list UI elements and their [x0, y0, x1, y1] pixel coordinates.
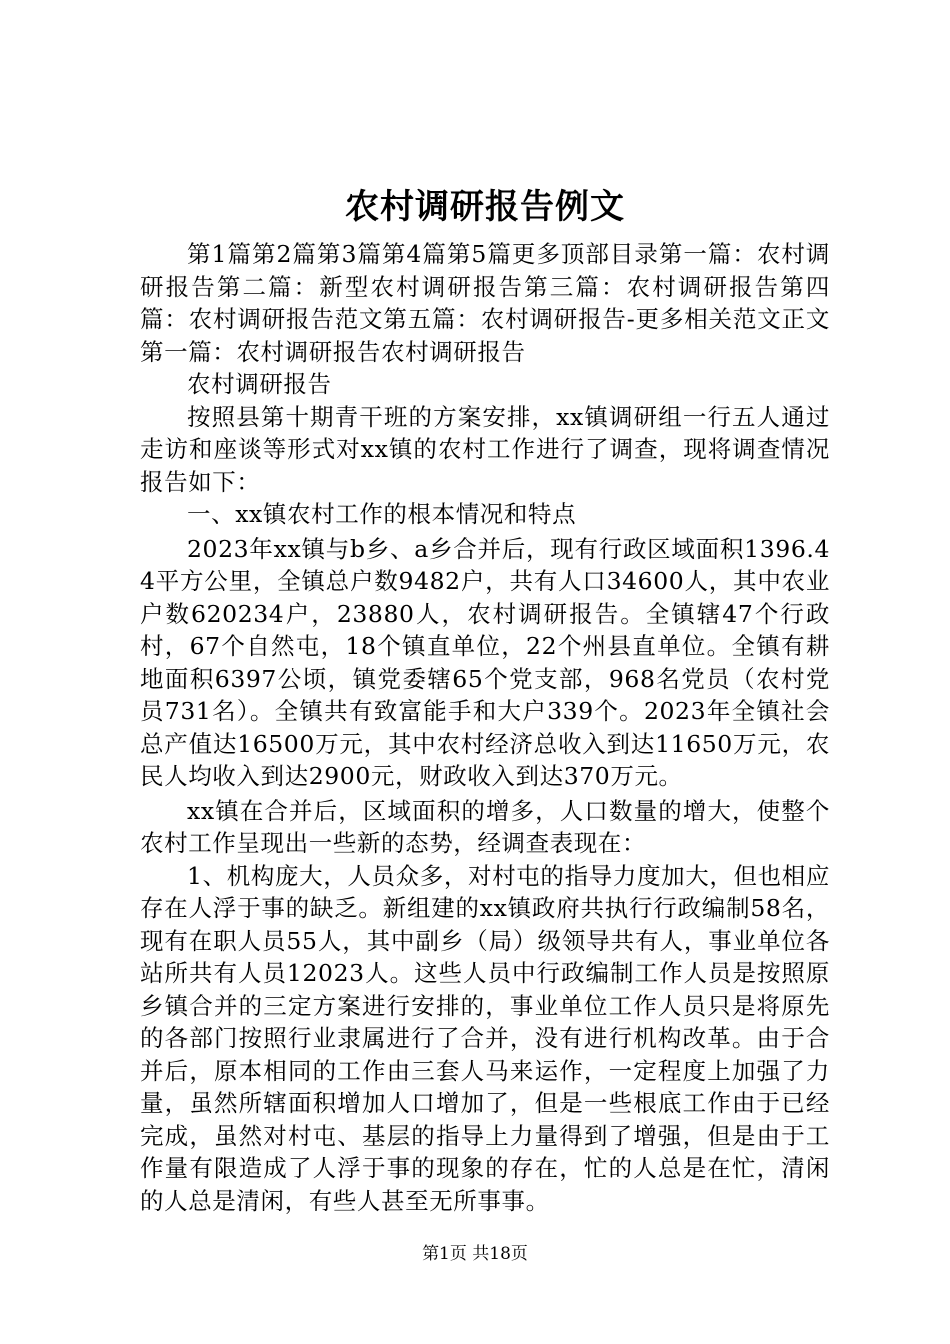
paragraph-intro: 按照县第十期青干班的方案安排，xx镇调研组一行五人通过走访和座谈等形式对xx镇的农村工作进行了调查，现将调查情况报告如下： — [140, 402, 830, 496]
page-indicator: 第1页 共18页 — [422, 1244, 528, 1264]
document-page — [140, 178, 830, 1217]
paragraph-subtitle: 农村调研报告 — [187, 370, 332, 398]
paragraph-point-1: 1、机构庞大，人员众多，对村屯的指导力度加大，但也相应存在人浮于事的缺乏。新组建的xx镇政府共执行行政编制58名，现有在职人员55人，其中副乡（局）级领导共有人，事业单位各站所共有人员12023人。这些人员中行政编制工作人员是按照原乡镇合并的三定方案进行安排的，事业单位工作人员只是将原先的各部门按照行业隶属进行了合并，没有进行机构改革。由于合并后，原本相同的工作由三套人马来运作，一定程度上加强了力量，虽然所辖面积增加人口增加了，但是一些根底工作由于已经完成，虽然对村屯、基层的指导上力量得到了增强，但是由于工作量有限造成了人浮于事的现象的存在，忙的人总是在忙，清闲的人总是清闲，有些人甚至无所事事。 — [140, 861, 830, 1215]
document-title: 农村调研报告例文 — [345, 187, 625, 227]
section-heading: 一、xx镇农村工作的根本情况和特点 — [187, 500, 577, 528]
paragraph-statistics: 2023年xx镇与b乡、a乡合并后，现有行政区域面积1396.44平方公里，全镇总户数9482户，共有人口34600人，其中农业户数620234户，23880人，农村调研报告。全镇辖47个行政村，67个自然屯，18个镇直单位，22个州县直单位。全镇有耕地面积6397公顷，镇党委辖65个党支部，968名党员（农村党员731名）。全镇共有致富能手和大户339个。2023年全镇社会总产值达16500万元，其中农村经济总收入到达11650万元，农民人均收入到达2900元，财政收入到达370万元。 — [140, 534, 830, 790]
paragraph-situation: xx镇在合并后，区域面积的增多，人口数量的增大，使整个农村工作呈现出一些新的态势，经调查表现在： — [140, 796, 830, 857]
paragraph-toc: 第1篇第2篇第3篇第4篇第5篇更多顶部目录第一篇：农村调研报告第二篇：新型农村调研报告第三篇：农村调研报告第四篇：农村调研报告范文第五篇：农村调研报告-更多相关范文正文第一篇：农村调研报告农村调研报告 — [140, 240, 830, 366]
